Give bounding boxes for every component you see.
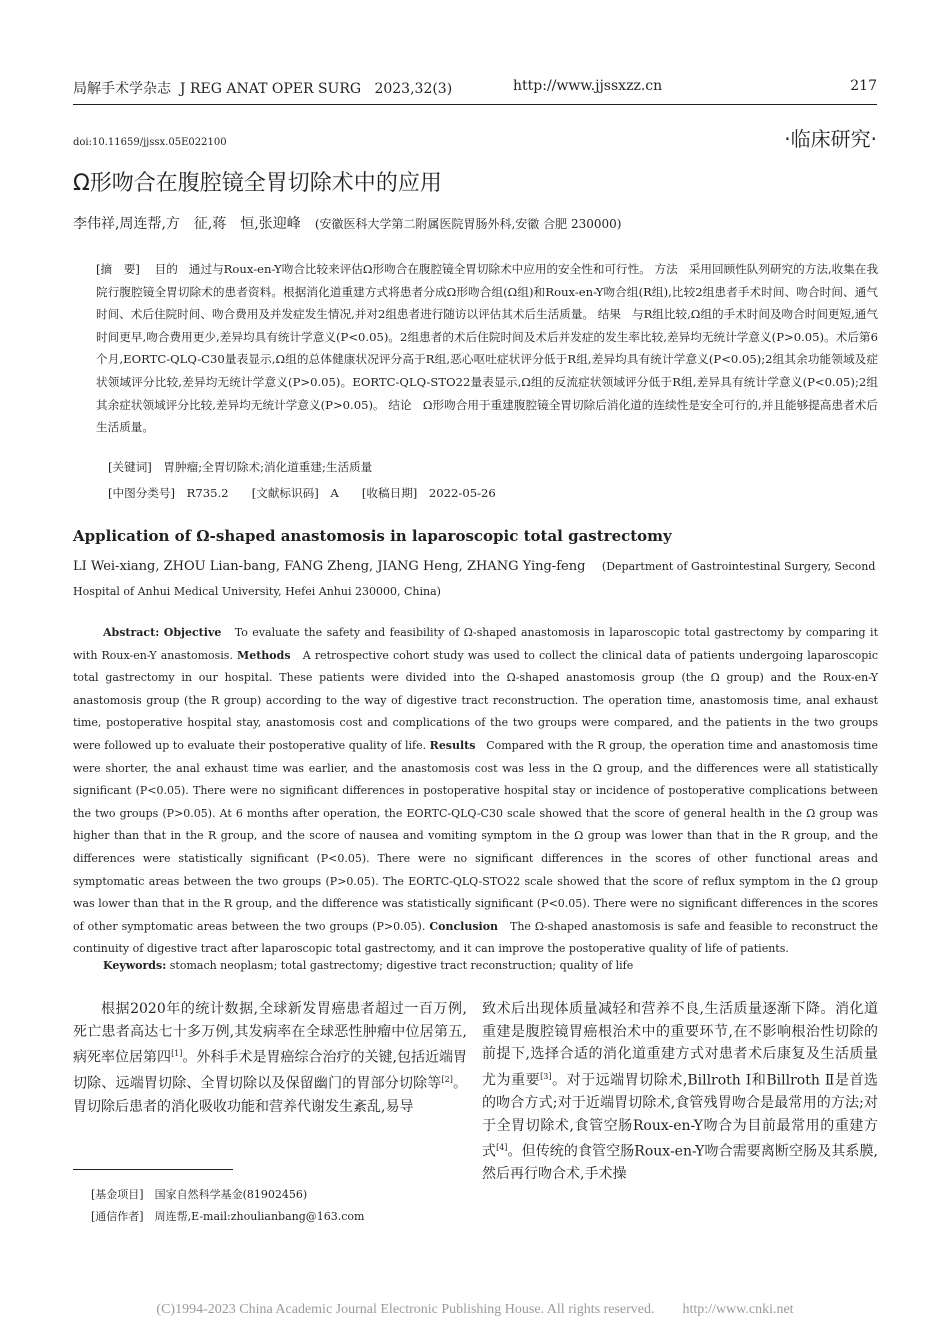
en-objective-label: Objective: [163, 626, 222, 639]
author-line: [73, 213, 621, 233]
en-methods-label: Methods: [237, 648, 291, 662]
body-text: 。对于远端胃切除术,Billroth Ⅰ和Billroth Ⅱ是首选的吻合方式;对于近端胃切除术,食管残胃吻合是最常用的方法;对于全胃切除术,食管空肠Roux-en-Y吻合为目前最常用的重建方式: [482, 1072, 878, 1160]
english-authors: LI Wei-xiang, ZHOU Lian-bang, FANG Zheng, JIANG Heng, ZHANG Ying-feng: [73, 559, 586, 574]
methods-label: 方法: [654, 262, 678, 276]
methods-text: 采用回顾性队列研究的方法,收集在我院行腹腔镜全胃切除术的患者资料。根据消化道重建方式将患者分成Ω形吻合组(Ω组)和Roux-en-Y吻合组(R组),比较2组患者手术时间、吻合时间、通气时间、术后住院时间、吻合费用及并发症发生情况,并对2组患者进行随访以评估其术后生活质量。: [96, 262, 879, 322]
body-left-column: [73, 998, 467, 1118]
en-methods-text: A retrospective cohort study was used to collect the clinical data of patients undergoing laparoscopic total gastrectomy in our hospital. These patients were divided into the Ω-shaped anastomosis group (the Ω group) and the Roux-en-Y anastomosis group (the R group) according to the way of digestive tract reconstruction. The operation time, anastomosis time, anal exhaust time, postoperative hospital stay, anastomosis cost and complications of the two groups were compared, and the patients in the two groups were followed up to evaluate their postoperative quality of life.: [73, 648, 878, 752]
citation-3[interactable]: [3]: [540, 1071, 552, 1081]
cnki-footer: (C)1994-2023 China Academic Journal Electronic Publishing House. All rights reserved. http://www.cnki.net: [156, 1302, 794, 1317]
affiliation: (安徽医科大学第二附属医院胃肠外科,安徽 合肥 230000): [314, 217, 622, 231]
english-author-block: [73, 554, 878, 604]
corresponding-footnote: [通信作者] 周连帮,E-mail:zhoulianbang@163.com: [91, 1210, 365, 1223]
body-text: 致术后出现体质量减轻和营养不良,生活质量逐渐下降。消化道重建是腹腔镜胃癌根治术中的重要环节,在不影响根治性切除的前提下,选择合适的消化道重建方式对患者术后康复及生活质量尤为重要: [482, 1001, 878, 1089]
header-rule: [73, 104, 877, 105]
english-title: Application of Ω-shaped anastomosis in laparoscopic total gastrectomy: [73, 527, 672, 545]
doi[interactable]: doi:10.11659/jjssx.05E022100: [73, 137, 227, 148]
english-abstract: [73, 622, 878, 961]
conclusion-label: 结论: [388, 397, 412, 412]
classification: [中图分类号] R735.2 [文献标识码] A [收稿日期] 2022-05-26: [108, 486, 496, 500]
citation-4[interactable]: [4]: [496, 1143, 508, 1153]
keywords-en-label: Keywords:: [103, 959, 167, 972]
running-header: [73, 78, 877, 100]
objective-label: 目的: [154, 262, 178, 276]
body-text: 。但传统的食管空肠Roux-en-Y吻合需要离断空肠及其系膜,然后再行吻合术,手术操: [482, 1143, 878, 1183]
body-right-column: [482, 998, 878, 1186]
citation-1[interactable]: [1]: [171, 1049, 183, 1059]
en-abstract-label: Abstract:: [103, 626, 160, 639]
abstract-label: [摘 要]: [96, 262, 140, 276]
en-results-text: Compared with the R group, the operation time and anastomosis time were shorter, the anal exhaust time was earlier, and the anastomosis cost was less in the Ω group, and the differences were all statistically significant (P<0.05). There were no significant differences in postoperative hospital stay or incidence of postoperative complications between the two groups (P>0.05). At 6 months after operation, the EORTC-QLQ-C30 scale showed that the score of general health in the Ω group was higher than that in the R group, and the score of nausea and vomiting symptom in the Ω group was lower than that in the R group, and the differences were statistically significant (P<0.05). There were no significant differences in the scores of other functional areas and symptomatic areas between the two groups (P>0.05). The EORTC-QLQ-STO22 scale showed that the score of reflux symptom in the Ω group was lower than that in the R group, and the difference was statistically significant (P<0.05). There were no significant differences in the scores of other symptomatic areas between the two groups (P>0.05).: [73, 738, 878, 933]
article-title: Ω形吻合在腹腔镜全胃切除术中的应用: [73, 171, 442, 196]
en-conclusion-label: Conclusion: [429, 919, 499, 933]
results-text: 与R组比较,Ω组的手术时间及吻合时间更短,通气时间更早,吻合费用更少,差异均具有统计学意义(P<0.05)。2组患者的术后住院时间及术后并发症的发生率比较,差异均无统计学意义(P>0.05)。术后第6个月,EORTC-QLQ-C30量表显示,Ω组的总体健康状况评分高于R组,恶心呕吐症状评分低于R组,差异均具有统计学意义(P<0.05);2组其余功能领域及症状领域评分比较,差异均无统计学意义(P>0.05)。EORTC-QLQ-STO22量表显示,Ω组的反流症状领域评分低于R组,差异具有统计学意义(P<0.05);2组其余症状领域评分比较,差异均无统计学意义(P>0.05)。: [96, 307, 878, 412]
fund-footnote: [基金项目] 国家自然科学基金(81902456): [91, 1188, 308, 1201]
journal-url[interactable]: http://www.jjssxzz.cn: [513, 78, 663, 94]
results-label: 结果: [597, 307, 621, 322]
en-objective-text: To evaluate the safety and feasibility of Ω-shaped anastomosis in laparoscopic total gastrectomy by comparing it with Roux-en-Y anastomosis.: [73, 626, 878, 662]
keywords-en: [103, 959, 633, 972]
objective-text: 通过与Roux-en-Y吻合比较来评估Ω形吻合在腹腔镜全胃切除术中应用的安全性和可行性。: [188, 262, 651, 276]
en-conclusion-text: The Ω-shaped anastomosis is safe and feasible to reconstruct the continuity of digestive tract after laparoscopic total gastrectomy, and it can improve the postoperative quality of life of patients.: [73, 919, 879, 956]
body-text: 。外科手术是胃癌综合治疗的关键,包括近端胃切除、远端胃切除、全胃切除以及保留幽门的胃部分切除等: [73, 1049, 468, 1093]
section-label: ·临床研究·: [784, 127, 877, 151]
page-number: 217: [850, 78, 877, 94]
body-text: 根据2020年的统计数据,全球新发胃癌患者超过一百万例,死亡患者高达七十多万例,其发病率在全球恶性肿瘤中位居第五,病死率位居第四: [73, 1001, 467, 1066]
conclusion-text: Ω形吻合用于重建腹腔镜全胃切除后消化道的连续性是安全可行的,并且能够提高患者术后生活质量。: [96, 397, 878, 435]
keywords-cn: [关键词] 胃肿瘤;全胃切除术;消化道重建;生活质量: [108, 460, 373, 474]
journal-info: 局解手术学杂志 J REG ANAT OPER SURG 2023,32(3): [73, 81, 453, 97]
body-text: 。胃切除后患者的消化吸收功能和营养代谢发生紊乱,易导: [73, 1076, 468, 1115]
chinese-abstract: [96, 258, 878, 439]
footnote-rule: [73, 1169, 233, 1170]
citation-2[interactable]: [2]: [441, 1075, 453, 1085]
english-affiliation: (Department of Gastrointestinal Surgery, Second Hospital of Anhui Medical University, Hefei Anhui 230000, China): [73, 560, 876, 598]
en-results-label: Results: [429, 738, 476, 752]
authors: 李伟祥,周连帮,方 征,蒋 恒,张迎峰: [73, 216, 301, 232]
keywords-en-text: stomach neoplasm; total gastrectomy; digestive tract reconstruction; quality of life: [169, 959, 634, 972]
